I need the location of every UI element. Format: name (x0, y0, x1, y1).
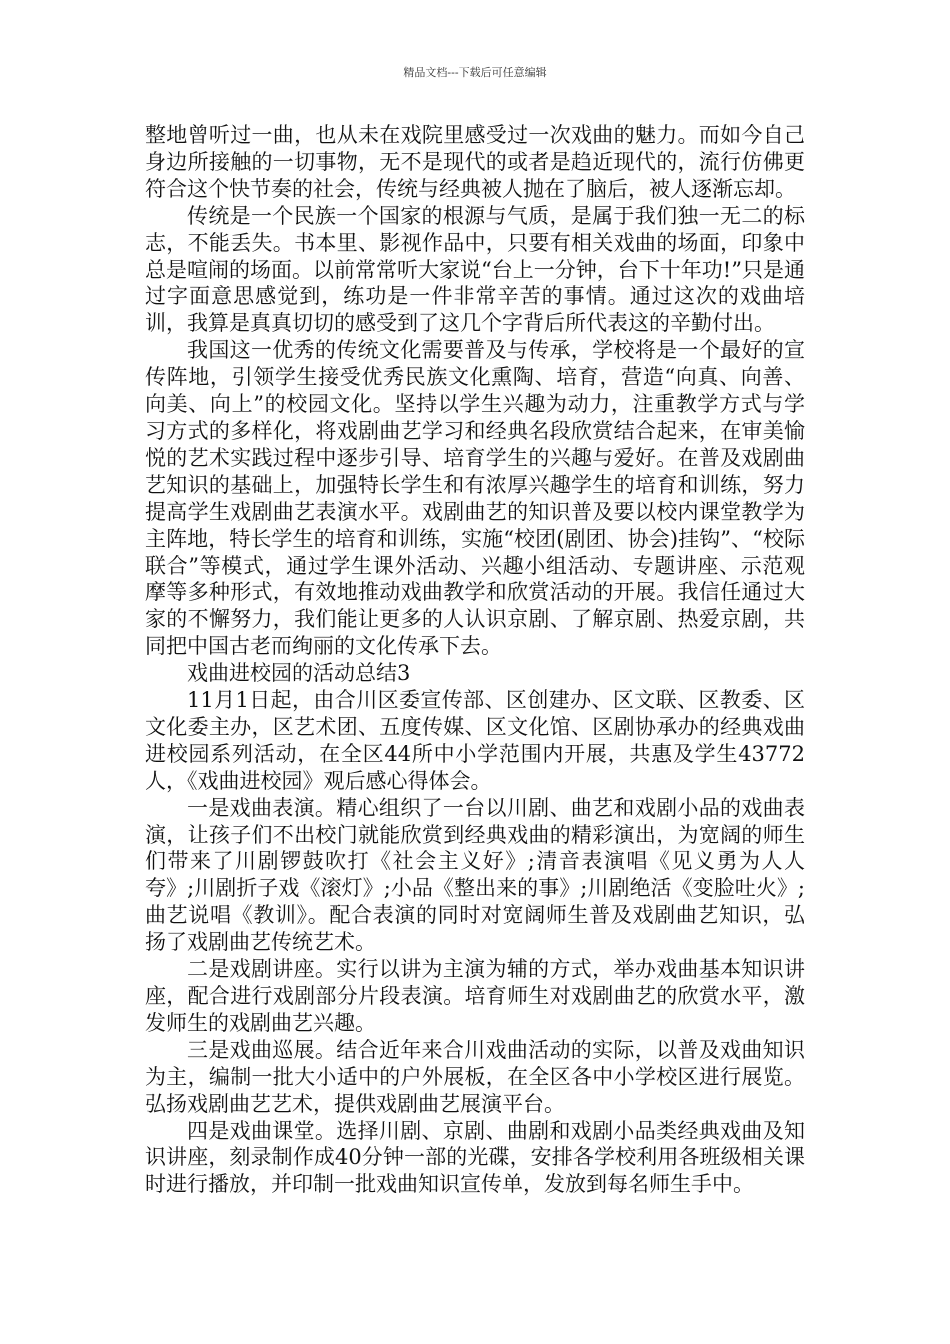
section-title: 戏曲进校园的活动总结3 (187, 661, 411, 686)
page-header: 精品文档---下载后可任意编辑 (403, 66, 547, 79)
paragraph-lecture: 二是戏剧讲座。实行以讲为主演为辅的方式，举办戏曲基本知识讲座，配合进行戏剧部分片段表演。培育师生对戏剧曲艺的欣赏水平，激发师生的戏剧曲艺兴趣。 (145, 957, 805, 1035)
document-body (145, 122, 805, 1198)
paragraph-continued: 整地曾听过一曲，也从未在戏院里感受过一次戏曲的魅力。而如今自己身边所接触的一切事物，无不是现代的或者是趋近现代的，流行仿佛更符合这个快节奏的社会，传统与经典被人抛在了脑后，被人逐渐忘却。 (145, 123, 805, 201)
paragraph-classroom: 四是戏曲课堂。选择川剧、京剧、曲剧和戏剧小品类经典戏曲及知识讲座，刻录制作成40分钟一部的光碟，安排各学校利用各班级相关课时进行播放，并印制一批戏曲知识宣传单，发放到每名师生手中。 (145, 1118, 805, 1197)
paragraph-activity-intro: 11月1日起，由合川区委宣传部、区创建办、区文联、区教委、区文化委主办，区艺术团、五度传媒、区文化馆、区剧协承办的经典戏曲进校园系列活动，在全区44所中小学范围内开展，共惠及学生43772人，《戏曲进校园》观后感心得体会。 (145, 688, 805, 793)
paragraph-performance: 一是戏曲表演。精心组织了一台以川剧、曲艺和戏剧小品的戏曲表演，让孩子们不出校门就能欣赏到经典戏曲的精彩演出，为宽阔的师生们带来了川剧锣鼓吹打《社会主义好》;清音表演唱《见义勇为人人夸》;川剧折子戏《滚灯》;小品《整出来的事》;川剧绝活《变脸吐火》;曲艺说唱《教训》。配合表演的同时对宽阔师生普及戏剧曲艺知识，弘扬了戏剧曲艺传统艺术。 (145, 795, 805, 955)
paragraph-inheritance: 我国这一优秀的传统文化需要普及与传承，学校将是一个最好的宣传阵地，引领学生接受优秀民族文化熏陶、培育，营造“向真、向善、向美、向上”的校园文化。坚持以学生兴趣为动力，注重教学方式与学习方式的多样化，将戏剧曲艺学习和经典名段欣赏结合起来，在审美愉悦的艺术实践过程中逐步引导、培育学生的兴趣与爱好。在普及戏剧曲艺知识的基础上，加强特长学生和有浓厚兴趣学生的培育和训练，努力提高学生戏剧曲艺表演水平。戏剧曲艺的知识普及要以校内课堂教学为主阵地，特长学生的培育和训练，实施“校团(剧团、协会)挂钩”、“校际联合”等模式，通过学生课外活动、兴趣小组活动、专题讲座、示范观摩等多种形式，有效地推动戏曲教学和欣赏活动的开展。我信任通过大家的不懈努力，我们能让更多的人认识京剧、了解京剧、热爱京剧，共同把中国古老而绚丽的文化传承下去。 (145, 338, 805, 659)
paragraph-exhibition: 三是戏曲巡展。结合近年来合川戏曲活动的实际，以普及戏曲知识为主，编制一批大小适中的户外展板，在全区各中小学校区进行展览。弘扬戏剧曲艺艺术，提供戏剧曲艺展演平台。 (145, 1037, 805, 1116)
paragraph-tradition: 传统是一个民族一个国家的根源与气质，是属于我们独一无二的标志，不能丢失。书本里、影视作品中，只要有相关戏曲的场面，印象中总是喧闹的场面。以前常常听大家说“台上一分钟，台下十年功!”只是通过字面意思感觉到，练功是一件非常辛苦的事情。通过这次的戏曲培训，我算是真真切切的感受到了这几个字背后所代表这的辛勤付出。 (145, 203, 805, 336)
